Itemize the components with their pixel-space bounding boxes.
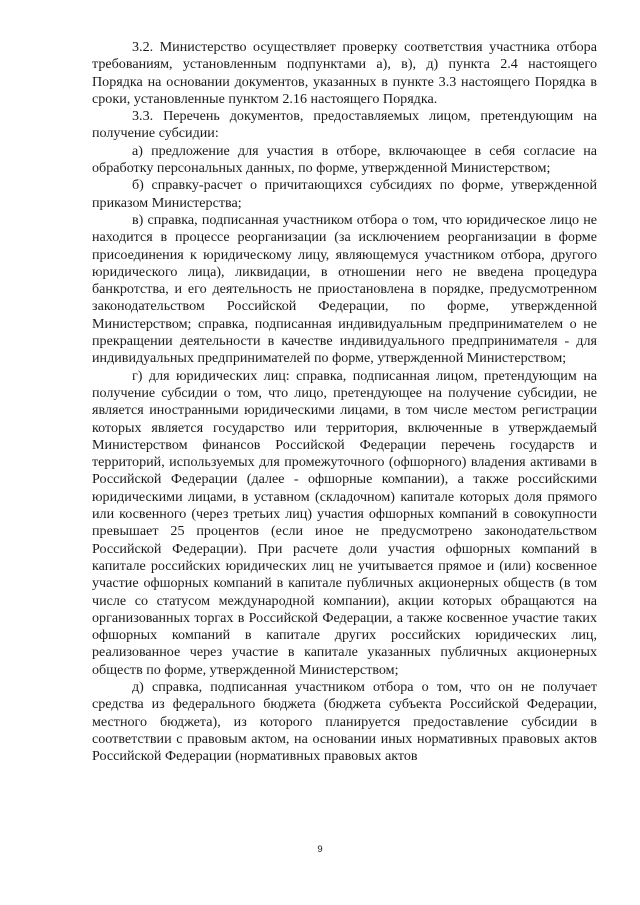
list-item-b: б) справку-расчет о причитающихся субсидиях по форме, утвержденной приказом Министерства; bbox=[92, 177, 597, 211]
paragraph-3-3: 3.3. Перечень документов, предоставляемых лицом, претендующим на получение субсидии: bbox=[92, 108, 597, 142]
list-item-g: г) для юридических лиц: справка, подписанная лицом, претендующим на получение субсидии о том, что лицо, претендующее на получение субсидии, не является иностранными юридическими лицами, в том числе местом регистрации которых является государство или территория, включенные в утверждаемый Министерством финансов Российской Федерации перечень государств и территорий, используемых для промежуточного (офшорного) владения активами в Российской Федерации (далее - офшорные компании), а также российскими юридическими лицами, в уставном (складочном) капитале которых доля прямого или косвенного (через третьих лиц) участия офшорных компаний в совокупности превышает 25 процентов (если иное не предусмотрено законодательством Российской Федерации). При расчете доли участия офшорных компаний в капитале российских юридических лиц не учитывается прямое и (или) косвенное участие офшорных компаний в капитале публичных акционерных обществ (в том числе со статусом международной компании), акции которых обращаются на организованных торгах в Российской Федерации, а также косвенное участие таких офшорных компаний в капитале других российских юридических лиц, реализованное через участие в капитале указанных публичных акционерных обществ по форме, утвержденной Министерством; bbox=[92, 367, 597, 678]
page-number: 9 bbox=[317, 844, 323, 855]
list-item-v: в) справка, подписанная участником отбора о том, что юридическое лицо не находится в процессе реорганизации (за исключением реорганизации в форме присоединения к юридическому лицу, являющемуся участником отбора, другого юридического лица), ликвидации, в отношении него не введена процедура банкротства, и его деятельность не приостановлена в порядке, предусмотренном законодательством Российской Федерации, по форме, утвержденной Министерством; справка, подписанная индивидуальным предпринимателем о не прекращении деятельности в качестве индивидуального предпринимателя - для индивидуальных предпринимателей по форме, утвержденной Министерством; bbox=[92, 211, 597, 367]
list-item-d: д) справка, подписанная участником отбора о том, что он не получает средства из федерального бюджета (бюджета субъекта Российской Федерации, местного бюджета), из которого планируется предоставление субсидии в соответствии с правовым актом, на основании иных нормативных правовых актов Российской Федерации (нормативных правовых актов bbox=[92, 678, 597, 765]
paragraph-3-2: 3.2. Министерство осуществляет проверку соответствия участника отбора требованиям, установленным подпунктами а), в), д) пункта 2.4 настоящего Порядка на основании документов, указанных в пункте 3.3 настоящего Порядка в сроки, установленные пунктом 2.16 настоящего Порядка. bbox=[92, 39, 597, 107]
document-body bbox=[92, 39, 597, 765]
list-item-a: а) предложение для участия в отборе, включающее в себя согласие на обработку персональных данных, по форме, утвержденной Министерством; bbox=[92, 142, 597, 177]
